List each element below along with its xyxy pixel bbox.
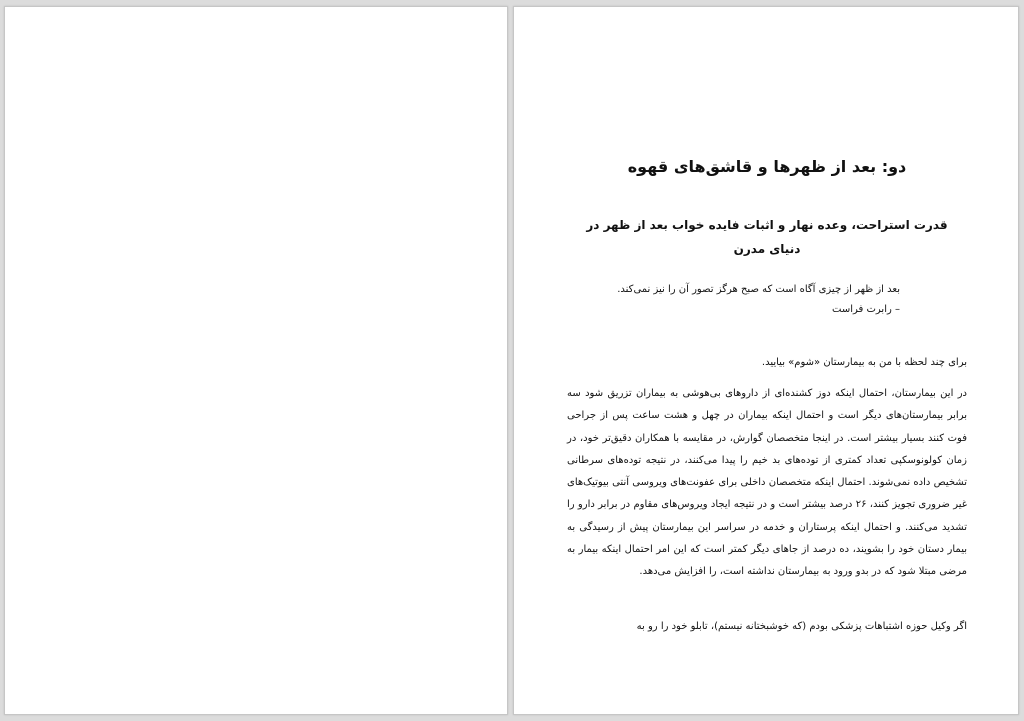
blank-left-page xyxy=(4,6,508,715)
body-paragraph: در این بیمارستان، احتمال اینکه دوز کشنده‌ای از داروهای بی‌هوشی به بیماران تزریق شود سه برابر بیمارستان‌های دیگر است و احتمال اینکه بیماران در چهل و هشت ساعت پس از جراحی فوت کنند بسیار بیشتر است. در اینجا متخصصان گوارش، در مقایسه با همکاران دقیق‌تر خود، در زمان کولونوسکپی تعداد کمتری از توده‌های بد خیم را پیدا می‌کنند، در نتیجه توده‌های سرطانی تشخیص داده نمی‌شوند. احتمال اینکه متخصصان داخلی برای عفونت‌های ویروسی آنتی بیوتیک‌های غیر ضروری تجویز کنند، ۲۶ درصد بیشتر است و در نتیجه ایجاد ویروس‌های مقاوم در برابر دارو را تشدید می‌کنند. و احتمال اینکه پرستاران و خدمه در سراسر این بیمارستان پیش از رسیدگی به بیمار دستان خود را بشویند، ده درصد از جاهای دیگر کمتر است که این امر احتمال اینکه بیمار به مرضی مبتلا شود که در بدو ورود به بیمارستان نداشته است، را افزایش می‌دهد. xyxy=(567,388,968,578)
body-paragraph: برای چند لحظه با من به بیمارستان «شوم» بیایید. xyxy=(761,357,967,368)
epigraph-author: – رابرت فراست xyxy=(832,304,900,315)
chapter-title: دو: بعد از ظهرها و قاشق‌های قهوه xyxy=(627,157,907,176)
body-paragraph: اگر وکیل حوزه اشتباهات پزشکی بودم (که خوشبختانه نیستم)، تابلو خود را رو به xyxy=(636,621,967,632)
text-right-page xyxy=(513,6,1019,715)
chapter-subtitle: قدرت استراحت، وعده نهار و اثبات فایده خواب بعد از ظهر در دنیای مدرن xyxy=(586,218,948,256)
epigraph-quote: بعد از ظهر از چیزی آگاه است که صبح هرگز تصور آن را نیز نمی‌کند. xyxy=(617,284,900,295)
